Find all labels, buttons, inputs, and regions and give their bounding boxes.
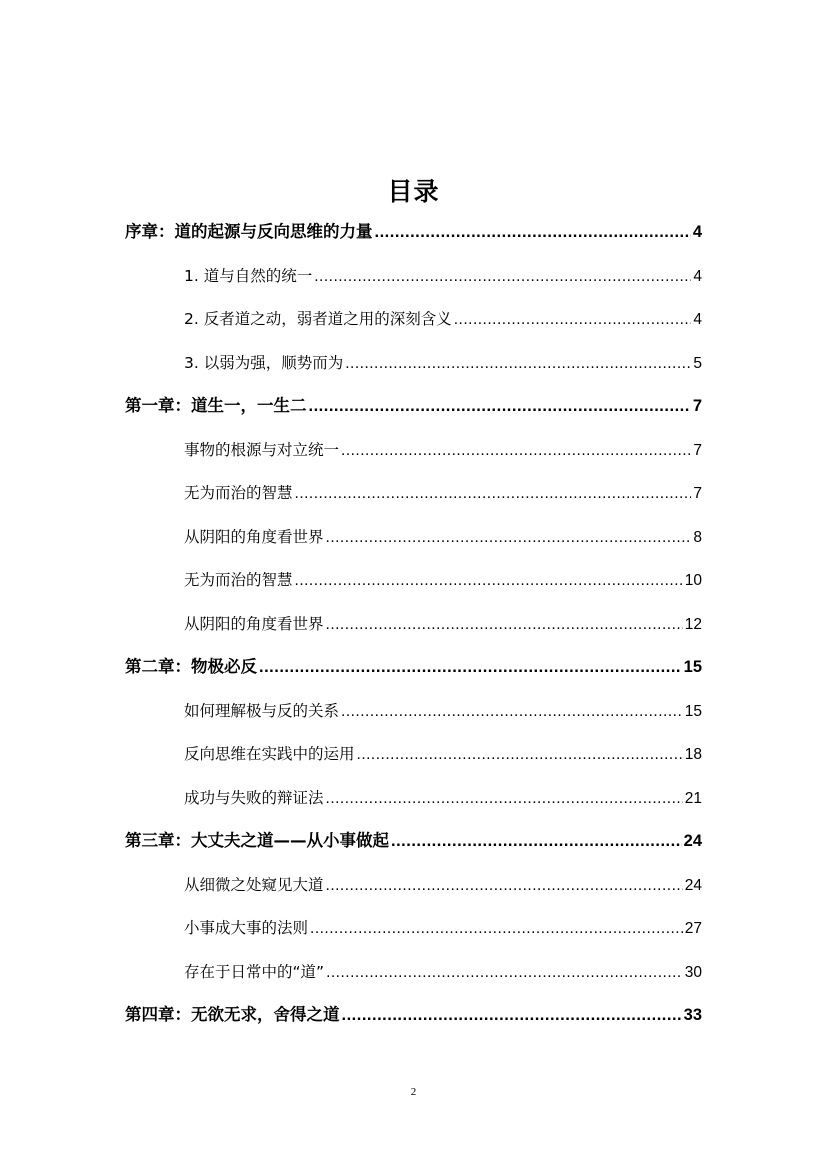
dot-leader <box>314 264 691 290</box>
toc-entry-page: 12 <box>684 615 702 633</box>
toc-entry-section[interactable] <box>184 785 702 811</box>
toc-entry-chapter[interactable] <box>125 654 702 680</box>
toc-entry-text: 如何理解极与反的关系 <box>184 701 340 720</box>
toc-entry-page: 4 <box>693 267 702 285</box>
dot-leader <box>326 873 683 899</box>
dot-leader <box>295 568 683 594</box>
toc-entry-text: 无为而治的智慧 <box>184 571 293 589</box>
toc-entry-section[interactable] <box>184 741 702 767</box>
toc-entry-section[interactable] <box>184 350 702 376</box>
toc-entry-text: 反向思维在实践中的运用 <box>184 745 355 763</box>
toc-entry-page: 27 <box>684 920 702 937</box>
toc-entry-text: 第一章：道生一，一生二 <box>125 396 307 415</box>
toc-entry-page: 8 <box>693 528 702 546</box>
toc-entry-section[interactable] <box>184 567 702 593</box>
dot-leader <box>345 351 691 377</box>
toc-entry-page: 24 <box>683 832 702 850</box>
toc-entry-section[interactable] <box>184 263 702 289</box>
toc-entry-page: 4 <box>693 311 702 328</box>
toc-entry-page: 21 <box>684 789 702 807</box>
toc-entry-page: 4 <box>692 223 702 241</box>
toc-entry-page: 15 <box>683 658 702 676</box>
toc-entry-section[interactable] <box>184 915 702 941</box>
toc-entry-page: 33 <box>683 1006 702 1024</box>
toc-entry-text: 从阴阳的角度看世界 <box>184 527 324 546</box>
toc-entry-page: 7 <box>692 397 702 415</box>
dot-leader <box>310 916 683 942</box>
toc-entry-page: 18 <box>684 746 702 763</box>
dot-leader <box>309 393 691 419</box>
toc-entry-text: 2. 反者道之动，弱者道之用的深刻含义 <box>184 310 452 328</box>
toc-entry-section[interactable] <box>184 698 702 724</box>
dot-leader <box>341 438 691 464</box>
dot-leader <box>259 654 682 680</box>
toc-entry-text: 第二章：物极必反 <box>125 657 257 676</box>
toc-entry-text: 1. 道与自然的统一 <box>184 266 313 285</box>
dot-leader <box>391 828 682 854</box>
toc-entry-chapter[interactable] <box>125 219 702 245</box>
toc-entry-text: 存在于日常中的“道” <box>184 962 325 981</box>
toc-entry-page: 10 <box>684 572 702 589</box>
toc-entry-section[interactable] <box>184 437 702 463</box>
dot-leader <box>375 219 691 245</box>
toc-entry-page: 15 <box>684 702 702 720</box>
toc-entry-text: 第三章：大丈夫之道——从小事做起 <box>125 831 389 850</box>
dot-leader <box>326 786 683 812</box>
dot-leader <box>342 1002 682 1028</box>
toc-entry-page: 7 <box>693 485 702 502</box>
dot-leader <box>295 481 692 507</box>
toc-entry-section[interactable] <box>184 524 702 550</box>
toc-entry-text: 无为而治的智慧 <box>184 484 293 502</box>
toc-entry-text: 小事成大事的法则 <box>184 919 309 937</box>
toc-entry-page: 24 <box>684 876 702 894</box>
toc-entry-page: 7 <box>693 441 702 459</box>
dot-leader <box>326 960 683 986</box>
toc-entry-text: 第四章：无欲无求，舍得之道 <box>125 1005 340 1024</box>
toc-entry-page: 5 <box>693 354 702 372</box>
toc-entry-chapter[interactable] <box>125 393 702 419</box>
toc-entry-section[interactable] <box>184 872 702 898</box>
page-number: 2 <box>410 1086 417 1098</box>
toc-title: 目录 <box>387 177 440 206</box>
toc-entry-chapter[interactable] <box>125 1002 702 1028</box>
dot-leader <box>454 307 692 333</box>
dot-leader <box>357 742 683 768</box>
toc-entry-section[interactable] <box>184 959 702 985</box>
toc-entry-section[interactable] <box>184 306 702 332</box>
toc-entry-text: 3. 以弱为强，顺势而为 <box>184 353 344 372</box>
toc-entry-text: 事物的根源与对立统一 <box>184 440 340 459</box>
dot-leader <box>341 699 683 725</box>
toc-entry-text: 成功与失败的辩证法 <box>184 788 324 807</box>
toc-entry-text: 从细微之处窥见大道 <box>184 875 324 894</box>
toc-entry-text: 从阴阳的角度看世界 <box>184 614 324 633</box>
toc-entry-text: 序章：道的起源与反向思维的力量 <box>125 222 373 241</box>
toc-entry-page: 30 <box>684 963 702 981</box>
toc-entry-section[interactable] <box>184 480 702 506</box>
dot-leader <box>326 525 692 551</box>
toc-entry-section[interactable] <box>184 611 702 637</box>
toc-entry-chapter[interactable] <box>125 828 702 854</box>
dot-leader <box>326 612 683 638</box>
